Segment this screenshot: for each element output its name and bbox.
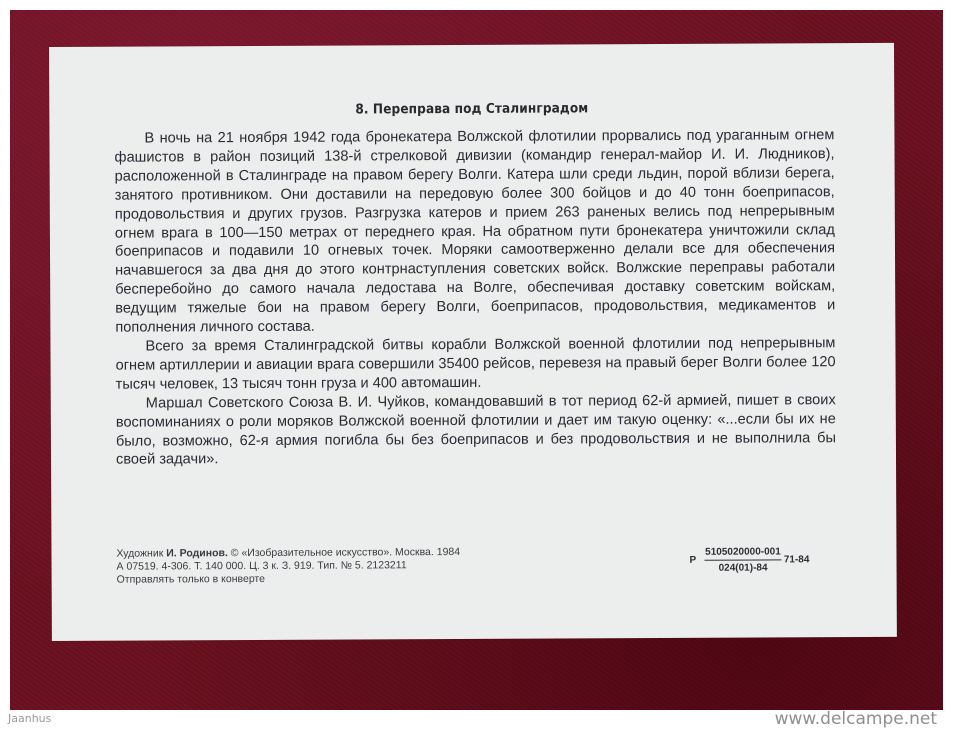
seller-watermark: Jaanhus [8, 712, 52, 725]
paragraph-1: В ночь на 21 ноября 1942 года бронекатера Волжской флотилии прорвались под ураганным огнем фашистов в район позиций 138-й стрелковой дивизии (командир генерал-майор И. И. Людников), расположенной в Сталинграде на правом берегу Волги. Катера шли среди льдин, порой вблизи берега, занятого противником. Они доставили на передовую более 300 бойцов и до 40 тонн боеприпасов, продовольствия и других грузов. Разгрузка катеров и прием 263 раненых велись под непрерывным огнем врага в 100—150 метрах от переднего края. На обратном пути бронекатера уничтожили склад боеприпасов и подавили 10 огневых точек. Моряки самоотверженно делали все для обеспечения начавшегося за два дня до этого контрнаступления советских войск. Волжские переправы работали бесперебойно до самого начала ледостава на Волге, обеспечивая доставку советским войскам, ведущим тяжелые бои на правом берегу Волги, боеприпасов, продовольствия, медикаментов и пополнения личного состава. [114, 127, 836, 336]
card-title: 8. Переправа под Сталинградом [355, 100, 589, 118]
publisher-info: © «Изобразительное искусство». Москва. 1984 [230, 545, 461, 560]
paragraph-3: Маршал Советского Союза В. И. Чуйков, командовавший в тот период 62-й армией, пишет в своих воспоминаниях о роли моряков Волжской военной флотилии и дает им такую оценку: «...если бы их не было, возможно, 62-я армия погибла бы без боеприпасов и без продовольствия и не выполнила бы своей задачи». [115, 391, 836, 469]
publisher-imprint [116, 545, 596, 586]
artist-name: И. Родинов. [166, 547, 228, 560]
code-suffix: 71-84 [783, 554, 810, 566]
artist-label: Художник [116, 547, 164, 560]
code-numerator: 5105020000-001 [704, 546, 782, 560]
imprint-line-2: А 07519. 4-306. Т. 140 000. Ц. 3 к. З. 919. Тип. № 5. 2123211 [116, 559, 407, 573]
imprint-line-3: Отправлять только в конверте [116, 572, 265, 586]
card-body-text [114, 126, 836, 470]
code-fraction [704, 546, 782, 573]
postcard-back [49, 43, 897, 641]
paragraph-2: Всего за время Сталинградской битвы корабли Волжской военной флотилии под непрерывным огнем артиллерии и авиации врага совершили 35400 рейсов, перевезя на правый берег Волги более 120 тысяч человек, 13 тысяч тонн груза и 400 автомашин. [115, 335, 836, 393]
catalog-code [689, 546, 809, 574]
code-denominator: 024(01)-84 [718, 562, 768, 574]
site-watermark: www.delcampe.net [774, 709, 937, 729]
code-prefix: Р [689, 554, 697, 566]
